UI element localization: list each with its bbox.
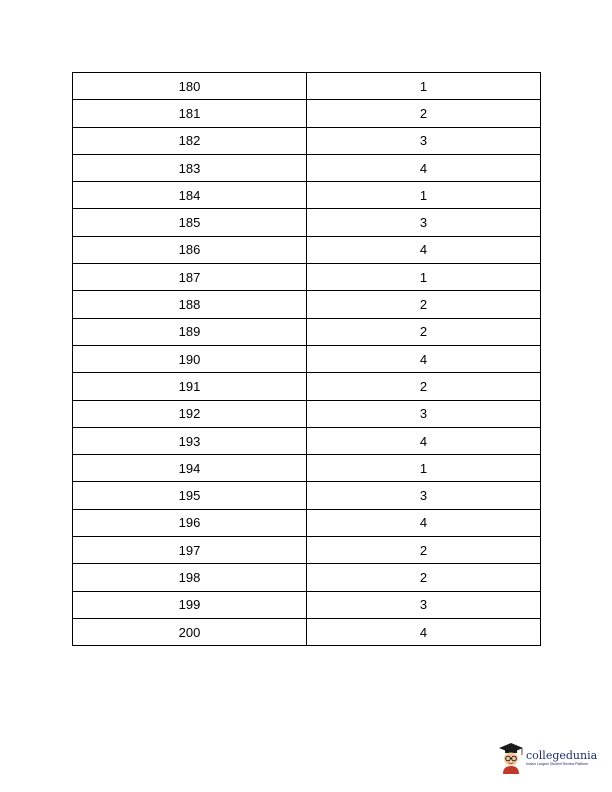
- question-number-cell: 193: [73, 427, 307, 454]
- table-row: [73, 209, 541, 236]
- table-row: [73, 127, 541, 154]
- answer-option-cell: 2: [307, 291, 541, 318]
- graduate-mascot-icon: [498, 741, 524, 775]
- answer-option-cell: 1: [307, 182, 541, 209]
- answer-key-table: [72, 72, 541, 646]
- logo-tagline: India's Largest Student Review Platform: [526, 761, 589, 766]
- question-number-cell: 180: [73, 73, 307, 100]
- question-number-cell: 199: [73, 591, 307, 618]
- answer-option-cell: 3: [307, 482, 541, 509]
- table-row: [73, 236, 541, 263]
- logo-name: collegedunia: [526, 748, 598, 762]
- table-row: [73, 73, 541, 100]
- question-number-cell: 181: [73, 100, 307, 127]
- question-number-cell: 198: [73, 564, 307, 591]
- table-row: [73, 400, 541, 427]
- logo-text: [526, 750, 597, 767]
- table-row: [73, 509, 541, 536]
- question-number-cell: 183: [73, 154, 307, 181]
- question-number-cell: 186: [73, 236, 307, 263]
- table-row: [73, 618, 541, 645]
- answer-option-cell: 4: [307, 345, 541, 372]
- table-row: [73, 182, 541, 209]
- table-row: [73, 427, 541, 454]
- answer-option-cell: 2: [307, 537, 541, 564]
- table-row: [73, 154, 541, 181]
- question-number-cell: 187: [73, 264, 307, 291]
- question-number-cell: 200: [73, 618, 307, 645]
- question-number-cell: 184: [73, 182, 307, 209]
- answer-option-cell: 3: [307, 209, 541, 236]
- question-number-cell: 185: [73, 209, 307, 236]
- table-row: [73, 373, 541, 400]
- answer-option-cell: 2: [307, 564, 541, 591]
- table-row: [73, 591, 541, 618]
- answer-option-cell: 4: [307, 618, 541, 645]
- answer-option-cell: 3: [307, 591, 541, 618]
- answer-option-cell: 2: [307, 100, 541, 127]
- answer-key-body: [73, 73, 541, 646]
- question-number-cell: 191: [73, 373, 307, 400]
- answer-option-cell: 4: [307, 236, 541, 263]
- table-row: [73, 318, 541, 345]
- answer-option-cell: 4: [307, 154, 541, 181]
- table-row: [73, 482, 541, 509]
- question-number-cell: 190: [73, 345, 307, 372]
- question-number-cell: 182: [73, 127, 307, 154]
- answer-option-cell: 2: [307, 318, 541, 345]
- answer-option-cell: 3: [307, 400, 541, 427]
- collegedunia-logo: [498, 740, 612, 776]
- question-number-cell: 195: [73, 482, 307, 509]
- question-number-cell: 196: [73, 509, 307, 536]
- answer-option-cell: 4: [307, 427, 541, 454]
- answer-option-cell: 1: [307, 264, 541, 291]
- answer-option-cell: 1: [307, 73, 541, 100]
- table-row: [73, 455, 541, 482]
- question-number-cell: 188: [73, 291, 307, 318]
- table-row: [73, 100, 541, 127]
- question-number-cell: 192: [73, 400, 307, 427]
- table-row: [73, 291, 541, 318]
- answer-option-cell: 3: [307, 127, 541, 154]
- table-row: [73, 564, 541, 591]
- answer-option-cell: 4: [307, 509, 541, 536]
- answer-option-cell: 2: [307, 373, 541, 400]
- table-row: [73, 537, 541, 564]
- question-number-cell: 194: [73, 455, 307, 482]
- question-number-cell: 197: [73, 537, 307, 564]
- question-number-cell: 189: [73, 318, 307, 345]
- table-row: [73, 264, 541, 291]
- answer-option-cell: 1: [307, 455, 541, 482]
- table-row: [73, 345, 541, 372]
